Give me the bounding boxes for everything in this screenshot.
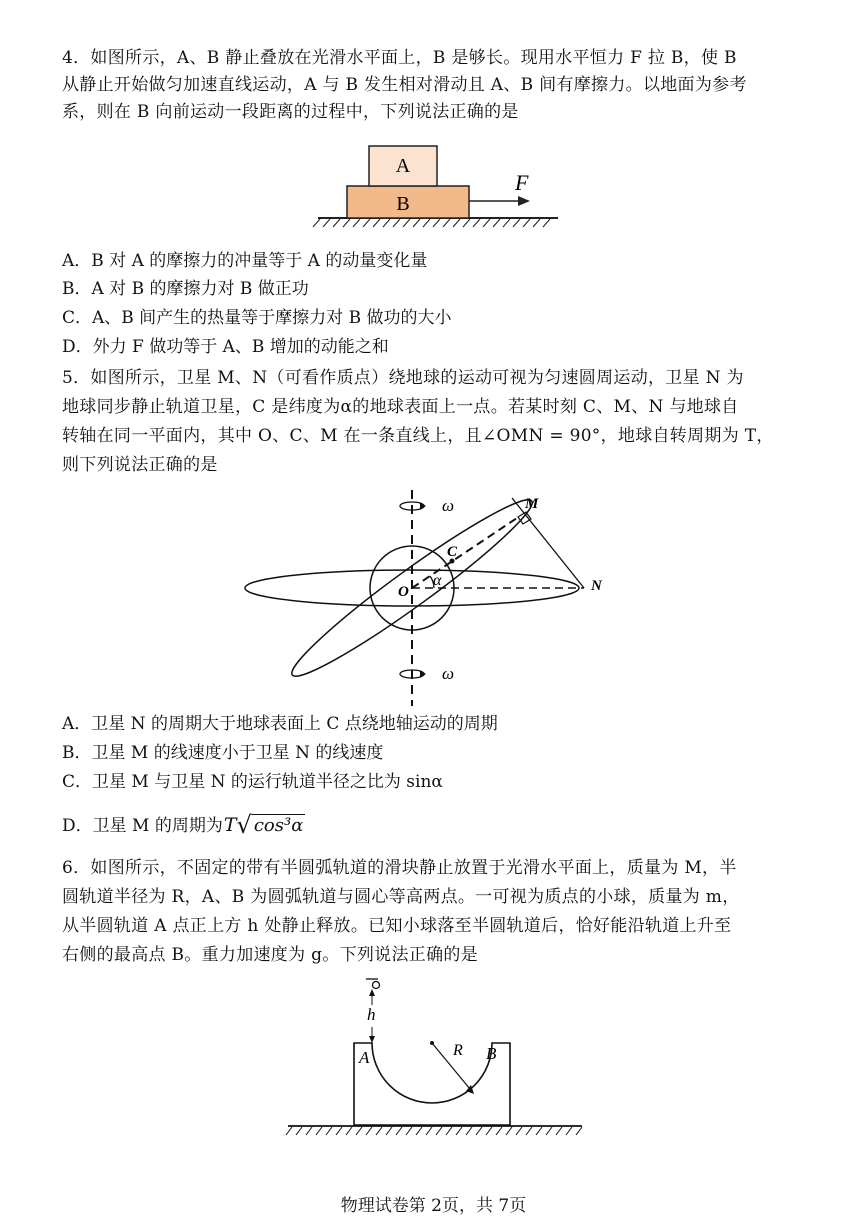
q6-line-3: 从半圆轨道 A 点正上方 h 处静止释放。已知小球落至半圆轨道后，恰好能沿轨道上升至	[62, 916, 732, 936]
q5-line-1: 5．如图所示，卫星 M、N（可看作质点）绕地球的运动可视为匀速圆周运动，卫星 N 为	[62, 368, 744, 388]
block-a-label: A	[395, 155, 411, 177]
force-label: F	[515, 170, 529, 195]
q4-option-d: D．外力 F 做功等于 A、B 增加的动能之和	[62, 337, 389, 357]
point-b-label: B	[486, 1044, 497, 1063]
q5-option-d-prefix: D．卫星 M 的周期为	[62, 816, 223, 836]
radius-label: R	[453, 1042, 463, 1059]
q4-option-b: B．A 对 B 的摩擦力对 B 做正功	[62, 279, 309, 299]
q5-option-d	[62, 812, 305, 846]
point-a-label: A	[359, 1048, 370, 1067]
q6-track-figure	[280, 975, 590, 1140]
q5-line-3: 转轴在同一平面内，其中 O、C、M 在一条直线上，且∠OMN = 90°，地球自转周期为 T，	[62, 426, 774, 446]
height-label: h	[367, 1005, 376, 1024]
point-o-label: O	[398, 584, 409, 600]
q6-line-1: 6．如图所示，不固定的带有半圆弧轨道的滑块静止放置于光滑水平面上，质量为 M，半	[62, 858, 737, 878]
q5-option-d-t: T	[223, 814, 237, 836]
q4-block-figure	[300, 140, 570, 230]
page-footer: 物理试卷第 2页，共 7页	[340, 1196, 527, 1216]
q6-line-2: 圆轨道半径为 R，A、B 为圆弧轨道与圆心等高两点。一可视为质点的小球，质量为 m，	[62, 887, 740, 907]
q5-option-b: B．卫星 M 的线速度小于卫星 N 的线速度	[62, 743, 384, 763]
q5-line-2: 地球同步静止轨道卫星，C 是纬度为α的地球表面上一点。若某时刻 C、M、N 与地球自	[62, 397, 739, 417]
omega-bottom-label: ω	[442, 664, 455, 683]
q5-line-4: 则下列说法正确的是	[62, 455, 218, 475]
q5-option-a: A．卫星 N 的周期大于地球表面上 C 点绕地轴运动的周期	[62, 714, 498, 734]
q4-line-2: 从静止开始做匀加速直线运动，A 与 B 发生相对滑动且 A、B 间有摩擦力。以地面为参考	[62, 75, 747, 95]
q4-option-c: C．A、B 间产生的热量等于摩擦力对 B 做功的大小	[62, 308, 452, 328]
q5-orbit-figure	[240, 488, 620, 708]
sqrt-sign: √	[236, 811, 252, 839]
point-m-label: M	[525, 496, 539, 512]
omega-top-label: ω	[442, 496, 455, 515]
q4-line-1: 4．如图所示，A、B 静止叠放在光滑水平面上，B 是够长。现用水平恒力 F 拉 B，使 B	[62, 48, 737, 68]
block-b-label: B	[396, 193, 410, 215]
q4-option-a: A．B 对 A 的摩擦力的冲量等于 A 的动量变化量	[62, 251, 428, 271]
q5-option-d-radicand: cos³α	[253, 815, 304, 836]
point-c-label: C	[447, 544, 458, 560]
q5-option-c: C．卫星 M 与卫星 N 的运行轨道半径之比为 sinα	[62, 772, 443, 792]
angle-alpha-label: α	[433, 572, 442, 589]
point-n-label: N	[591, 578, 602, 594]
q4-line-3: 系，则在 B 向前运动一段距离的过程中，下列说法正确的是	[62, 102, 519, 122]
q6-line-4: 右侧的最高点 B。重力加速度为 g。下列说法正确的是	[62, 945, 478, 965]
